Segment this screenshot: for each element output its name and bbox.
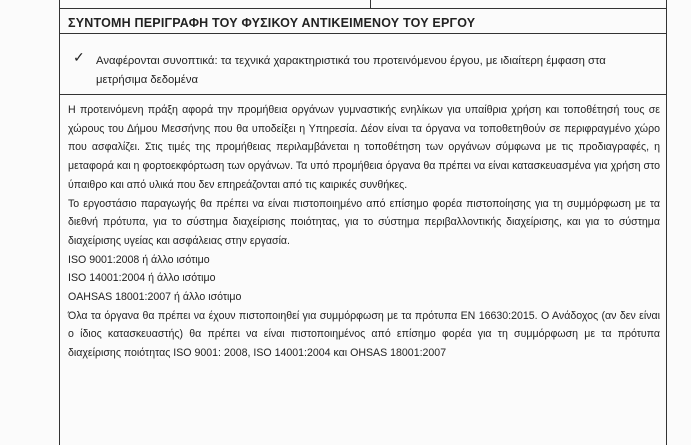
previous-table-row [59,0,667,9]
paragraph-standards: Όλα τα όργανα θα πρέπει να έχουν πιστοποιηθεί για συμμόρφωση με τα πρότυπα EN 16630:2015. Ο Ανάδοχος (αν δεν είναι ο ίδιος κατασκευαστής) θα πρέπει να είναι πιστοποιημένος από επίσημο φορέα για τη συμμόρφωση με τα πρότυπα διαχείρισης ποιότητας ISO 9001: 2008, ISO 14001:2004 και OHSAS 18001:2007 [68,309,660,360]
paragraph-procurement: Η προτεινόμενη πράξη αφορά την προμήθεια οργάνων γυμναστικής ενηλίκων για υπαίθρια χρήση και τοποθέτησή τους σε χώρους του Δήμου Μεσσήνης που θα υποδείξει η Υπηρεσία. Δέον είναι τα όργανα να τοποθετηθούν σε περιφραγμένο χώρο που ασφαλίζει. Στις τιμές της προμήθειας περιλαμβάνεται η τοποθέτηση των οργάνων σύμφωνα με τις προδιαγραφές, η μεταφορά και η φορτοεκφόρτωση των οργάνων. Τα υπό προμήθεια όργανα θα πρέπει να είναι κατασκευασμένα για χρήση στο ύπαιθρο και από υλικά που δεν επηρεάζονται από τις καιρικές συνθήκες. [68,104,660,191]
paragraph-certification: Το εργοστάσιο παραγωγής θα πρέπει να είναι πιστοποιημένο από επίσημο φορέα πιστοποίησης για τη συμμόρφωση με τα διεθνή πρότυπα, για το σύστημα διαχείρισης ποιότητας, για το σύστημα περιβαλλοντικής διαχείρισης, και για το σύστημα διαχείρισης υγείας και ασφάλειας στην εργασία. [68,197,660,247]
guidance-text: Αναφέρονται συνοπτικά: τα τεχνικά χαρακτηριστικά του προτεινόμενου έργου, με ιδιαίτερη έμφαση στα μετρήσιμα δεδομένα [96,55,606,86]
checkmark-icon: ✓ [73,49,85,65]
description-body [68,101,660,363]
description-table [59,9,667,445]
guidance-row [60,33,666,95]
iso-line-14001: ISO 14001:2004 ή άλλο ισότιμο [68,272,216,285]
iso-line-18001: OAHSAS 18001:2007 ή άλλο ισότιμο [68,291,242,304]
heading-row [60,9,666,34]
iso-line-9001: ISO 9001:2008 ή άλλο ισότιμο [68,253,210,266]
section-heading: ΣΥΝΤΟΜΗ ΠΕΡΙΓΡΑΦΗ ΤΟΥ ΦΥΣΙΚΟΥ ΑΝΤΙΚΕΙΜΕΝΟΥ ΤΟΥ ΕΡΓΟΥ [68,16,476,30]
